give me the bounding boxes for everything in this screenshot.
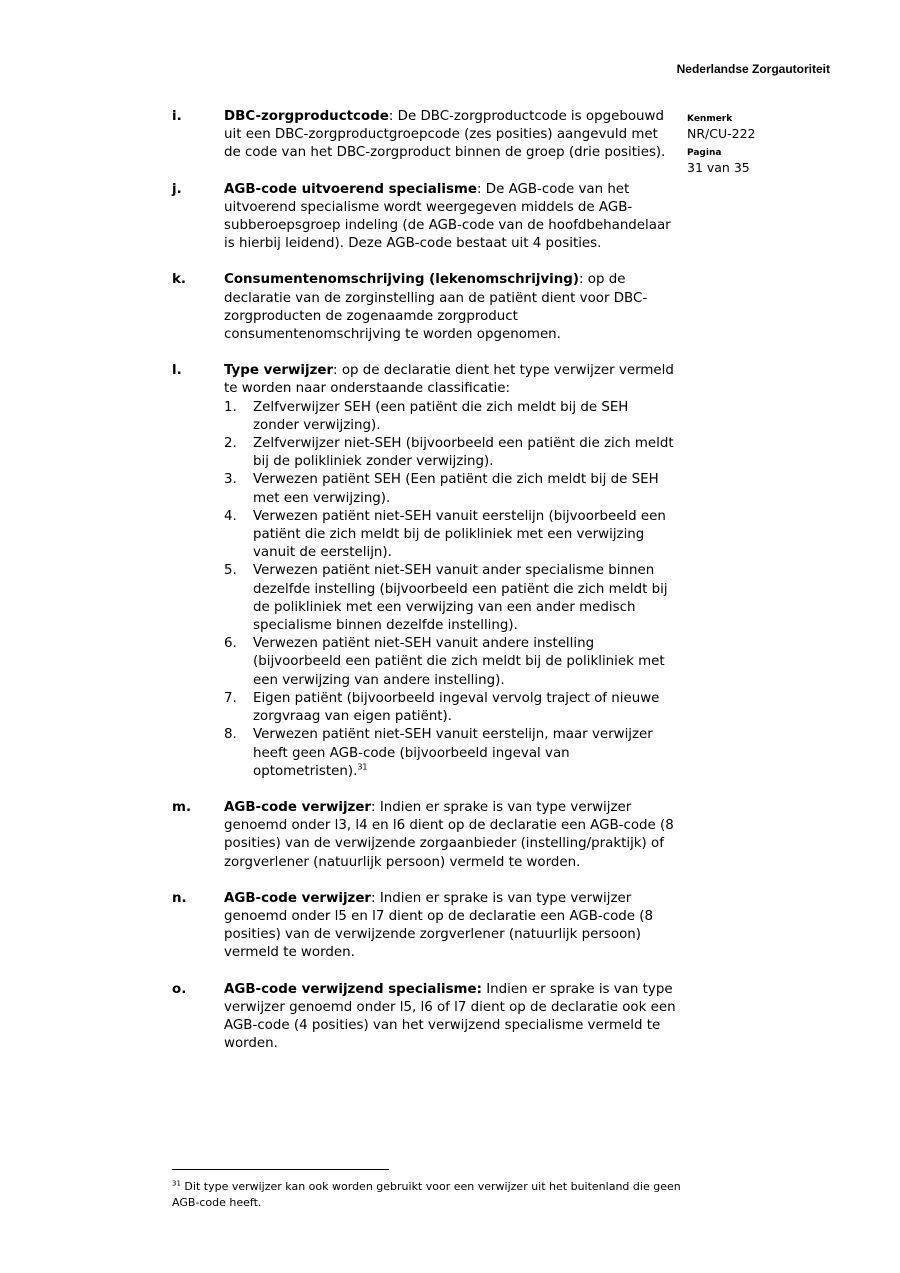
list-item (224, 726, 676, 781)
item-body (224, 981, 676, 1054)
list-text: Zelfverwijzer SEH (een patiënt die zich meldt bij de SEH zonder verwijzing). (253, 399, 629, 433)
kenmerk-value: NR/CU-222 (687, 126, 756, 141)
pagina-label: Pagina (687, 148, 722, 158)
item-letter: k. (172, 272, 186, 288)
footnote-mark: 31 (172, 1179, 181, 1188)
item-letter: o. (172, 981, 187, 997)
item-separator: : (333, 363, 342, 379)
item-body (224, 890, 676, 963)
item-separator: : (388, 109, 398, 124)
list-number: 8. (224, 727, 237, 743)
definition-item (172, 890, 682, 963)
item-separator: : (476, 181, 486, 197)
item-text: Indien er sprake is van type verwijzer genoemd onder l5, l6 of l7 dient op de declaratie ook een AGB-code (4 posities) van het verwijzend specialisme vermeld te worden. (224, 981, 676, 1052)
list-item (224, 562, 676, 635)
list-number: 4. (224, 508, 237, 524)
list-text: Verwezen patiënt SEH (Een patiënt die zich meldt bij de SEH met een verwijzing). (253, 472, 659, 506)
list-number: 2. (224, 436, 237, 452)
item-letter: n. (172, 890, 187, 906)
item-body (224, 271, 676, 344)
definition-item (172, 362, 682, 781)
pagina-value: 31 van 35 (687, 160, 750, 175)
item-letter: l. (172, 363, 182, 379)
item-separator: : (371, 799, 380, 815)
list-text: Zelfverwijzer niet-SEH (bijvoorbeeld een patiënt die zich meldt bij de polikliniek zonder verwijzing). (253, 436, 674, 470)
item-text: Indien er sprake is van type verwijzer genoemd onder l3, l4 en l6 dient op de declaratie een AGB-code (8 posities) van de verwijzende zorgaanbieder (instelling/praktijk) of zorgverlener (natuurlijk persoon) vermeld te worden. (224, 799, 674, 870)
item-term: AGB-code verwijzer (224, 890, 372, 906)
footnote-reference[interactable]: 31 (357, 762, 368, 772)
list-number: 1. (224, 399, 237, 415)
list-text: Verwezen patiënt niet-SEH vanuit ander specialisme binnen dezelfde instelling (bijvoorbeeld een patiënt die zich meldt bij de polikliniek met een verwijzing van een ander medisch specialisme binnen dezelfde instelling). (253, 563, 668, 634)
item-term: AGB-code verwijzer (224, 799, 372, 815)
item-text: Indien er sprake is van type verwijzer genoemd onder l5 en l7 dient op de declaratie een AGB-code (8 posities) van de verwijzende zorgverlener (natuurlijk persoon) vermeld te worden. (224, 890, 654, 961)
item-term: Consumentenomschrijving (lekenomschrijving) (224, 272, 580, 288)
list-text: Eigen patiënt (bijvoorbeeld ingeval vervolg traject of nieuwe zorgvraag van eigen patiënt). (253, 690, 660, 725)
definition-item (172, 981, 682, 1054)
item-body (224, 108, 676, 163)
item-letter: j. (172, 181, 182, 197)
item-letter: m. (172, 799, 192, 815)
list-text-content: Verwezen patiënt niet-SEH vanuit eerstelijn, maar verwijzer heeft geen AGB-code (bijvoorbeeld ingeval van optometristen). (253, 727, 653, 779)
list-number: 5. (224, 563, 237, 579)
list-number: 3. (224, 472, 237, 488)
footnote (172, 1179, 682, 1211)
list-item (224, 635, 676, 690)
document-body (172, 108, 682, 1071)
item-term: AGB-code verwijzend specialisme: (224, 981, 482, 997)
item-text: op de declaratie dient het type verwijzer vermeld te worden naar onderstaande classificatie: (224, 363, 674, 397)
footnote-text: Dit type verwijzer kan ook worden gebruikt voor een verwijzer uit het buitenland die geen AGB-code heeft. (172, 1180, 681, 1209)
item-term: AGB-code uitvoerend specialisme (224, 181, 477, 197)
definition-item (172, 271, 682, 344)
item-separator: : (579, 272, 588, 288)
list-item (224, 435, 676, 471)
item-text: De DBC-zorgproductcode is opgebouwd uit een DBC-zorgproductgroepcode (zes posities) aangevuld met de code van het DBC-zorgproduct binnen de groep (drie posities). (224, 109, 666, 161)
list-number: 7. (224, 690, 237, 706)
list-text: Verwezen patiënt niet-SEH vanuit andere instelling (bijvoorbeeld een patiënt die zich meldt bij de polikliniek met een verwijzing van andere instelling). (253, 636, 665, 688)
document-meta (687, 113, 847, 181)
list-item (224, 471, 676, 507)
item-body (224, 799, 676, 872)
list-number: 6. (224, 636, 237, 652)
footnote-divider (172, 1169, 389, 1170)
list-item (224, 399, 676, 435)
item-letter: i. (172, 109, 182, 124)
classification-list (224, 399, 676, 781)
list-item (224, 690, 676, 726)
item-text: De AGB-code van het uitvoerend specialisme wordt weergegeven middels de AGB-subberoepsgroep indeling (de AGB-code van de hoofdbehandelaar is hierbij leidend). Deze AGB-code bestaat uit 4 posities. (224, 181, 671, 252)
definition-item (172, 108, 682, 163)
item-body (224, 181, 676, 254)
definition-item (172, 181, 682, 254)
item-separator: : (371, 890, 380, 906)
item-term: Type verwijzer (224, 363, 334, 379)
item-term: DBC-zorgproductcode (224, 109, 389, 124)
item-text: op de declaratie van de zorginstelling aan de patiënt dient voor DBC-zorgproducten de zogenaamde zorgproduct consumentenomschrijving te worden opgenomen. (224, 272, 648, 343)
list-text: Verwezen patiënt niet-SEH vanuit eerstelijn (bijvoorbeeld een patiënt die zich meldt bij de polikliniek met een verwijzing vanuit de eerstelijn). (253, 508, 666, 561)
organization-name: Nederlandse Zorgautoriteit (676, 62, 830, 76)
list-item (224, 508, 676, 563)
item-body (224, 362, 676, 781)
list-text (253, 726, 676, 781)
definition-item (172, 799, 682, 872)
kenmerk-label: Kenmerk (687, 114, 733, 124)
